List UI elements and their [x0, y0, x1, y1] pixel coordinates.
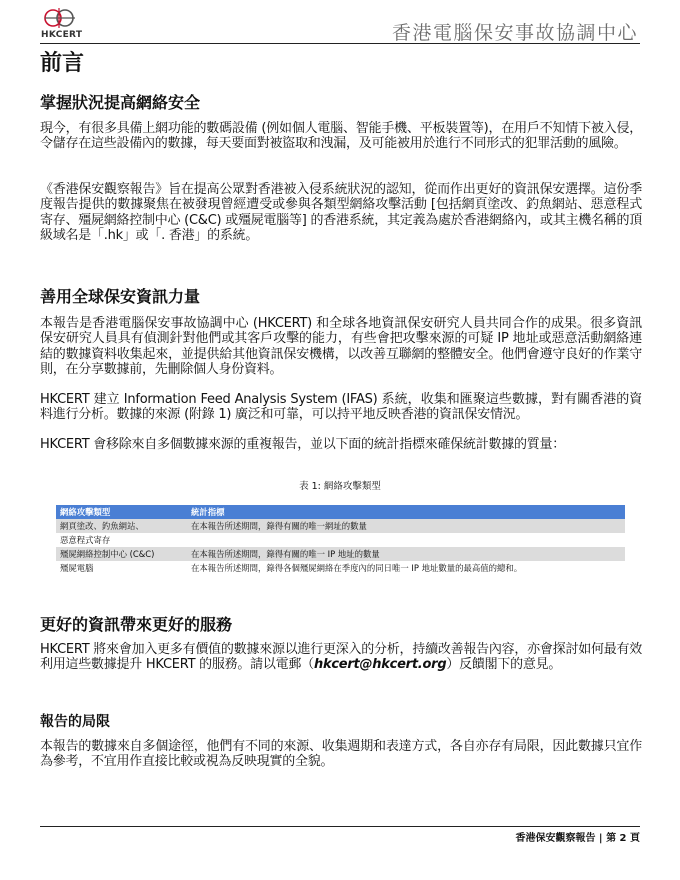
table-row [56, 533, 625, 547]
table-cell [187, 533, 625, 547]
section-heading-limitations: 報告的局限 [40, 714, 110, 730]
footer-divider [40, 826, 640, 827]
table-row [56, 561, 625, 575]
paragraph-intro: 現今，有很多具備上網功能的數碼設備 (例如個人電腦、智能手機、平板裝置等)，在用戶不知情下被入侵，令儲存在這些設備內的數據，每天要面對被盜取和洩漏，及可能被用於進行不同形式的犯罪活動的風險。 [40, 121, 642, 152]
section-heading-better-service: 更好的資訊帶來更好的服務 [40, 615, 233, 634]
table-header-cell: 統計指標 [187, 505, 625, 519]
table-cell: 在本報告所述期間，錄得各個殭屍網絡在季度內的同日唯一 IP 地址數量的最高值的總和。 [191, 563, 523, 573]
section-heading-global-intel: 善用全球保安資訊力量 [40, 287, 201, 306]
paragraph-ifas: HKCERT 建立 Information Feed Analysis System (IFAS) 系統，收集和匯聚這些數據，對有關香港的資料進行分析。數據的來源 (附錄 1) 廣泛和可靠，可以持平地反映香港的資訊保安情況。 [40, 392, 642, 423]
table-header-row [56, 505, 625, 519]
table-header-cell: 網絡攻擊類型 [56, 505, 187, 519]
table-cell: 在本報告所述期間，錄得有關的唯一網址的數量 [187, 519, 625, 533]
paragraph-report-purpose: 《香港保安觀察報告》旨在提高公眾對香港被入侵系統狀況的認知，從而作出更好的資訊保安選擇。這份季度報告提供的數據聚焦在被發現曾經遭受或參與各類型網絡攻擊活動 [包括網頁塗改、釣魚網站、惡意程式寄存、殭屍網絡控制中心 (C&C) 或殭屍電腦等] 的香港系統，其定義為處於香港網絡內，或其主機名稱的頂級域名是「.hk」或「. 香港」的系統。 [40, 182, 642, 243]
table-cell: 在本報告所述期間，錄得有關的唯一 IP 地址的數量 [187, 547, 625, 561]
section-heading-situation: 掌握狀況提高網絡安全 [40, 93, 201, 112]
paragraph-limitations: 本報告的數據來自多個途徑，他們有不同的來源、收集週期和表達方式，各自亦存有局限，因此數據只宜作為參考，不宜用作直接比較或視為反映現實的全貌。 [40, 739, 642, 770]
paragraph-feedback [40, 642, 642, 673]
page-title: 前言 [40, 51, 85, 76]
table-row [56, 547, 625, 561]
feedback-text-after: ）反饋閣下的意見。 [446, 657, 562, 673]
hkcert-logo [41, 6, 81, 42]
table-cell: 殭屍電腦 [60, 563, 94, 573]
table-row [56, 519, 625, 533]
table-caption: 表 1: 網絡攻擊類型 [299, 481, 381, 492]
feedback-text-before: HKCERT 將來會加入更多有價值的數據來源以進行更深入的分析，持續改善報告內容，亦會探討如何最有效利用這些數據提升 HKCERT 的服務。請以電郵（ [40, 642, 642, 673]
table-cell: 惡意程式寄存 [60, 535, 111, 545]
hkcert-logo-icon [43, 6, 77, 30]
email-link[interactable]: hkcert@hkcert.org [313, 657, 447, 673]
logo-text: HKCERT [41, 30, 83, 40]
organization-name: 香港電腦保安事故協調中心 [391, 22, 638, 44]
attack-types-table [56, 505, 625, 575]
page-footer: 香港保安觀察報告 | 第 2 頁 [515, 833, 640, 844]
paragraph-dedup: HKCERT 會移除來自多個數據來源的重複報告，並以下面的統計指標來確保統計數據的質量： [40, 437, 566, 452]
header-divider [40, 43, 640, 44]
table-cell: 網頁塗改、釣魚網站、 [56, 519, 187, 533]
table-cell: 殭屍網絡控制中心 (C&C) [56, 547, 187, 561]
paragraph-collaboration: 本報告是香港電腦保安事故協調中心 (HKCERT) 和全球各地資訊保安研究人員共同合作的成果。很多資訊保安研究人員具有偵測針對他們或其客戶攻擊的能力，有些會把攻擊來源的可疑 IP 地址或惡意活動網絡連結的數據資料收集起來，並提供給其他資訊保安機構，以改善互聯網的整體安全。他們會遵守良好的作業守則，在分享數據前，先刪除個人身份資料。 [40, 316, 642, 377]
